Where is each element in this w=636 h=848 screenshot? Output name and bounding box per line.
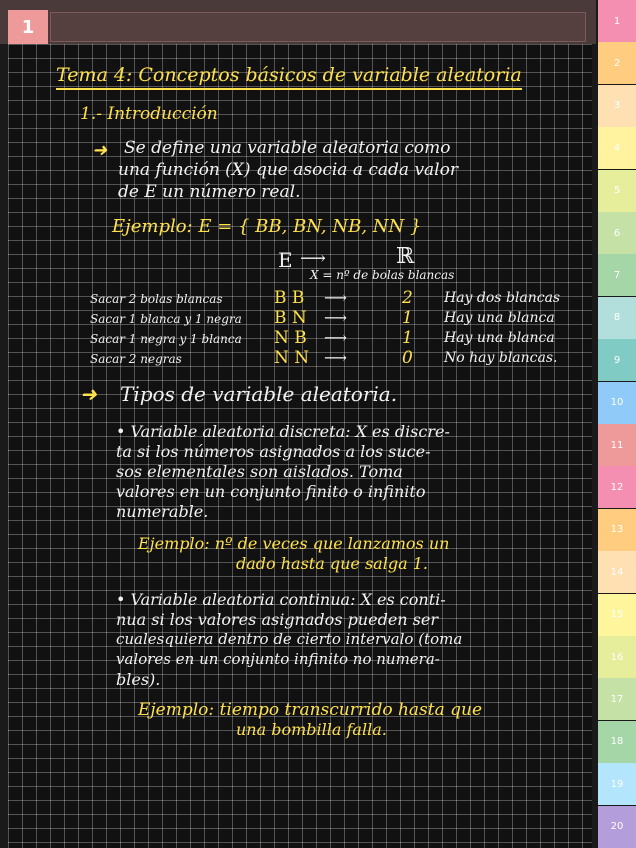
example-sample-space: Ejemplo: E = { BB, BN, NB, NN } (112, 216, 422, 237)
row-result: Hay una blanca (444, 310, 555, 326)
map-variable-label: X = nº de bolas blancas (310, 268, 455, 282)
notebook-page (8, 44, 592, 848)
row-description: Sacar 1 blanca y 1 negra (90, 312, 242, 326)
row-description: Sacar 2 bolas blancas (90, 292, 223, 306)
continuous-line-2: nua si los valores asignados pueden ser (116, 610, 439, 629)
section-tab-9[interactable]: 9 (598, 339, 636, 381)
section-tab-1[interactable]: 1 (598, 0, 636, 42)
section-tab-16[interactable]: 16 (598, 636, 636, 678)
example-discrete-line-2: dado hasta que salga 1. (236, 554, 428, 573)
section-tab-5[interactable]: 5 (598, 170, 636, 212)
section-tab-8[interactable]: 8 (598, 297, 636, 339)
continuous-line-1: • Variable aleatoria continua: X es conti- (116, 590, 446, 609)
discrete-line-2: ta si los números asignados a los suce- (116, 442, 431, 461)
section-intro-heading: 1.- Introducción (80, 104, 218, 124)
section-tab-19[interactable]: 19 (598, 763, 636, 805)
section-tab-13[interactable]: 13 (598, 509, 636, 551)
section-tabs (598, 0, 636, 848)
section-tab-4[interactable]: 4 (598, 127, 636, 169)
map-domain: E (278, 248, 293, 272)
row-outcome: B N (274, 308, 307, 328)
continuous-line-4: valores en un conjunto infinito no numera- (116, 650, 440, 668)
example-continuous-line-2: una bombilla falla. (236, 720, 387, 739)
section-types-heading: Tipos de variable aleatoria. (120, 382, 398, 406)
definition-line-2: una función (X) que asocia a cada valor (118, 160, 458, 180)
section-tab-12[interactable]: 12 (598, 466, 636, 508)
section-tab-2[interactable]: 2 (598, 42, 636, 84)
discrete-line-3: sos elementales son aislados. Toma (116, 462, 403, 481)
section-tab-18[interactable]: 18 (598, 721, 636, 763)
discrete-line-1: • Variable aleatoria discreta: X es discre- (116, 422, 450, 441)
section-tab-17[interactable]: 17 (598, 678, 636, 720)
row-result: Hay una blanca (444, 330, 555, 346)
row-result: Hay dos blancas (444, 290, 561, 306)
definition-line-3: de E un número real. (118, 182, 301, 202)
row-arrow-icon: ⟶ (324, 348, 347, 367)
section-tab-10[interactable]: 10 (598, 382, 636, 424)
row-value: 2 (402, 288, 413, 308)
section-tab-20[interactable]: 20 (598, 806, 636, 848)
row-outcome: N N (274, 348, 310, 368)
section-tab-11[interactable]: 11 (598, 424, 636, 466)
row-value: 0 (402, 348, 413, 368)
map-arrow-icon: ⟶ (300, 248, 326, 269)
row-value: 1 (402, 308, 413, 328)
map-codomain: ℝ (396, 244, 415, 269)
page-title: Tema 4: Conceptos básicos de variable aleatoria (56, 64, 522, 90)
page-number-badge[interactable]: 1 (8, 10, 48, 44)
section-tab-7[interactable]: 7 (598, 254, 636, 296)
continuous-line-3: cualesquiera dentro de cierto intervalo (toma (116, 630, 463, 648)
section-tab-3[interactable]: 3 (598, 85, 636, 127)
section-tab-6[interactable]: 6 (598, 212, 636, 254)
section-tab-15[interactable]: 15 (598, 594, 636, 636)
arrow-icon: ➜ (80, 382, 97, 406)
row-outcome: B B (274, 288, 305, 308)
continuous-line-5: bles). (116, 670, 161, 689)
row-result: No hay blancas. (444, 350, 558, 366)
header-strip (50, 12, 586, 42)
row-description: Sacar 1 negra y 1 blanca (90, 332, 242, 346)
row-description: Sacar 2 negras (90, 352, 182, 366)
row-value: 1 (402, 328, 413, 348)
example-continuous-line-1: Ejemplo: tiempo transcurrido hasta que (138, 700, 483, 720)
row-outcome: N B (274, 328, 307, 348)
definition-line-1: Se define una variable aleatoria como (124, 138, 451, 158)
row-arrow-icon: ⟶ (324, 288, 347, 307)
discrete-line-5: numerable. (116, 502, 209, 521)
arrow-icon: ➜ (92, 140, 108, 161)
example-discrete-line-1: Ejemplo: nº de veces que lanzamos un (138, 534, 450, 553)
row-arrow-icon: ⟶ (324, 308, 347, 327)
row-arrow-icon: ⟶ (324, 328, 347, 347)
section-tab-14[interactable]: 14 (598, 551, 636, 593)
discrete-line-4: valores en un conjunto finito o infinito (116, 482, 426, 501)
